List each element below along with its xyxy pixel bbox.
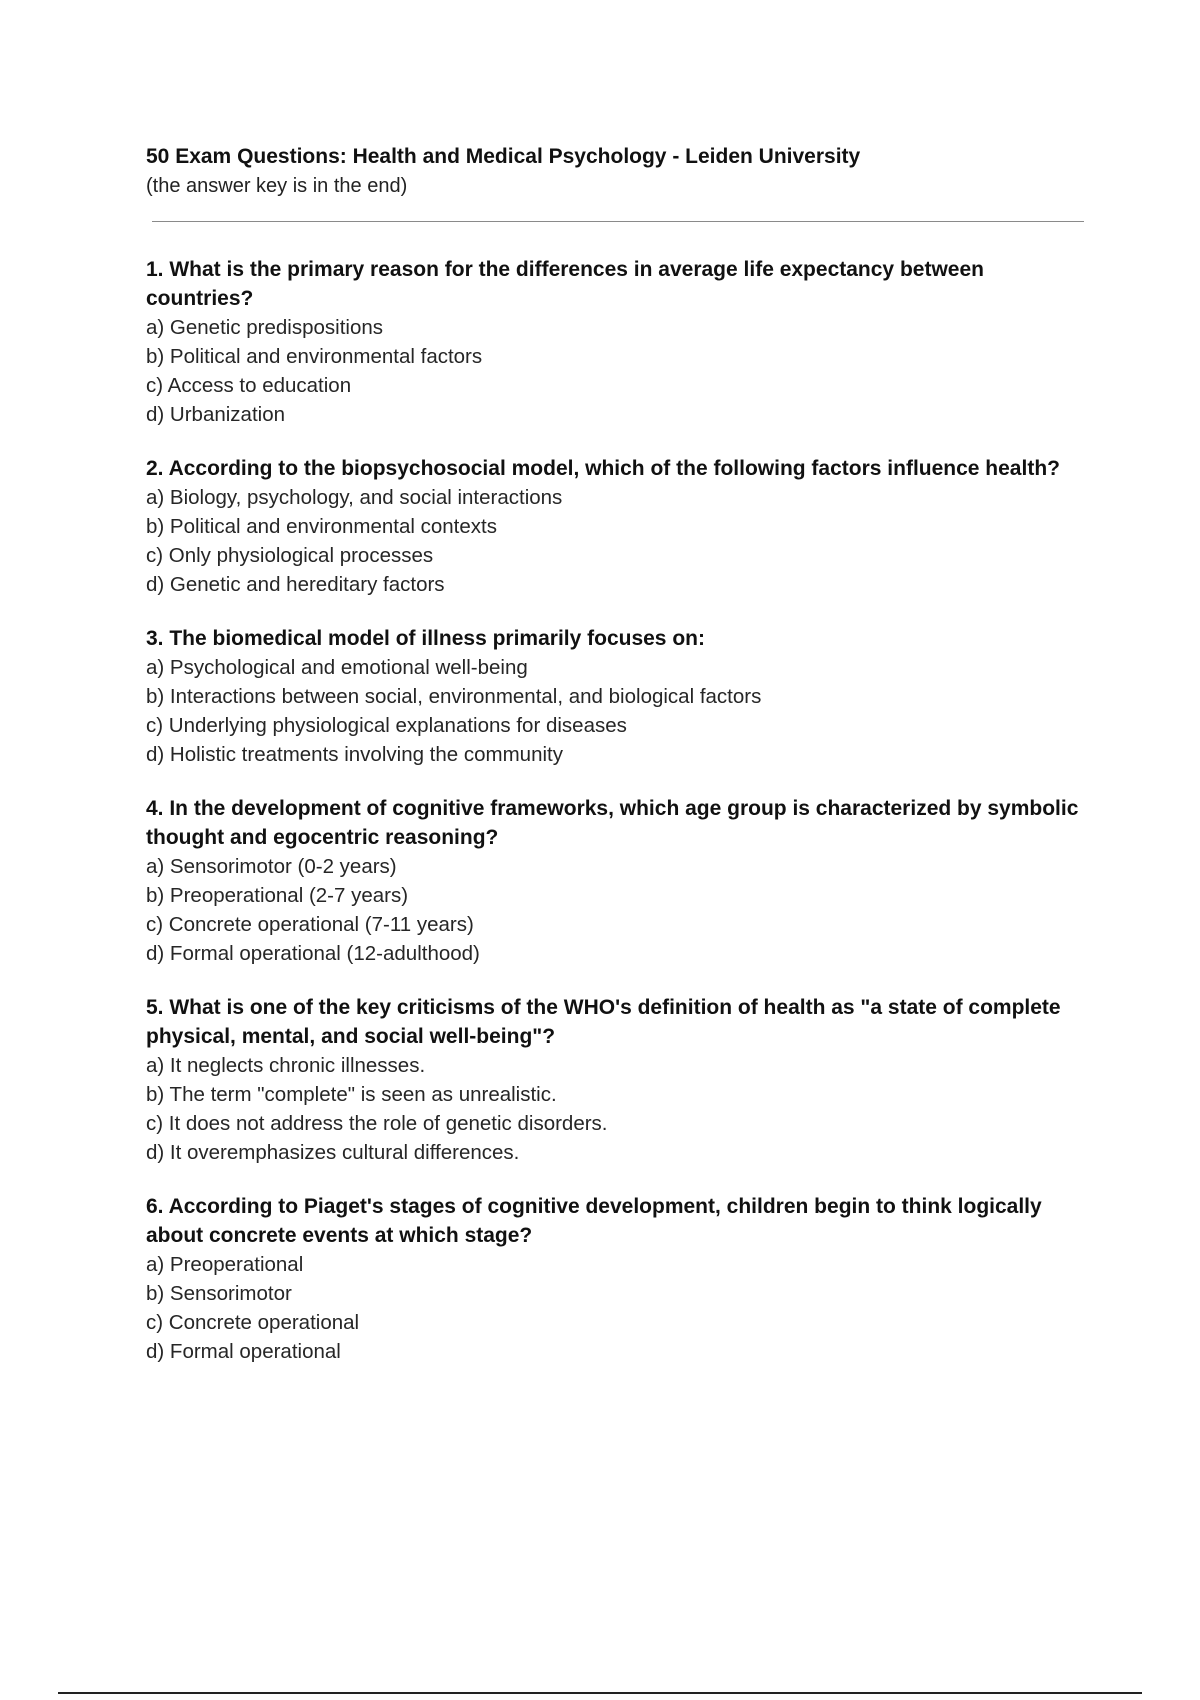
question-1 bbox=[146, 255, 1090, 429]
option-a: a) Psychological and emotional well-being bbox=[146, 656, 528, 679]
option-c: c) Access to education bbox=[146, 374, 352, 397]
option-c: c) It does not address the role of genetic disorders. bbox=[146, 1112, 608, 1135]
question-text: 2. According to the biopsychosocial model, which of the following factors influence health? bbox=[146, 457, 1060, 480]
option-b: b) Sensorimotor bbox=[146, 1282, 292, 1305]
question-5 bbox=[146, 993, 1090, 1167]
question-2 bbox=[146, 454, 1090, 599]
document-header bbox=[146, 142, 1090, 200]
option-a: a) It neglects chronic illnesses. bbox=[146, 1054, 426, 1077]
option-d: d) Genetic and hereditary factors bbox=[146, 573, 445, 596]
option-c: c) Concrete operational (7-11 years) bbox=[146, 913, 474, 936]
question-text: 3. The biomedical model of illness primarily focuses on: bbox=[146, 627, 705, 650]
page-bottom-rule bbox=[58, 1692, 1142, 1694]
option-d: d) It overemphasizes cultural differences. bbox=[146, 1141, 520, 1164]
option-c: c) Underlying physiological explanations for diseases bbox=[146, 714, 627, 737]
question-4 bbox=[146, 794, 1090, 968]
option-c: c) Only physiological processes bbox=[146, 544, 434, 567]
question-3 bbox=[146, 624, 1090, 769]
option-a: a) Preoperational bbox=[146, 1253, 304, 1276]
option-a: a) Biology, psychology, and social interactions bbox=[146, 486, 563, 509]
question-text: 6. According to Piaget's stages of cognitive development, children begin to think logically about concrete events at which stage? bbox=[146, 1195, 1042, 1247]
document-subtitle: (the answer key is in the end) bbox=[146, 175, 408, 197]
option-a: a) Genetic predispositions bbox=[146, 316, 384, 339]
question-text: 4. In the development of cognitive frameworks, which age group is characterized by symbolic thought and egocentric reasoning? bbox=[146, 797, 1079, 849]
option-a: a) Sensorimotor (0-2 years) bbox=[146, 855, 397, 878]
question-list bbox=[146, 255, 1090, 1391]
option-b: b) Preoperational (2-7 years) bbox=[146, 884, 409, 907]
question-text: 1. What is the primary reason for the differences in average life expectancy between countries? bbox=[146, 258, 984, 310]
option-b: b) Interactions between social, environmental, and biological factors bbox=[146, 685, 762, 708]
option-d: d) Formal operational bbox=[146, 1340, 341, 1363]
option-c: c) Concrete operational bbox=[146, 1311, 360, 1334]
option-b: b) The term "complete" is seen as unrealistic. bbox=[146, 1083, 557, 1106]
question-6 bbox=[146, 1192, 1090, 1366]
document-title: 50 Exam Questions: Health and Medical Psychology - Leiden University bbox=[146, 145, 861, 168]
option-d: d) Urbanization bbox=[146, 403, 286, 426]
option-d: d) Holistic treatments involving the community bbox=[146, 743, 563, 766]
option-d: d) Formal operational (12-adulthood) bbox=[146, 942, 480, 965]
title-divider bbox=[152, 221, 1084, 222]
question-text: 5. What is one of the key criticisms of the WHO's definition of health as "a state of complete physical, mental, and social well-being"? bbox=[146, 996, 1061, 1048]
option-b: b) Political and environmental contexts bbox=[146, 515, 497, 538]
option-b: b) Political and environmental factors bbox=[146, 345, 483, 368]
